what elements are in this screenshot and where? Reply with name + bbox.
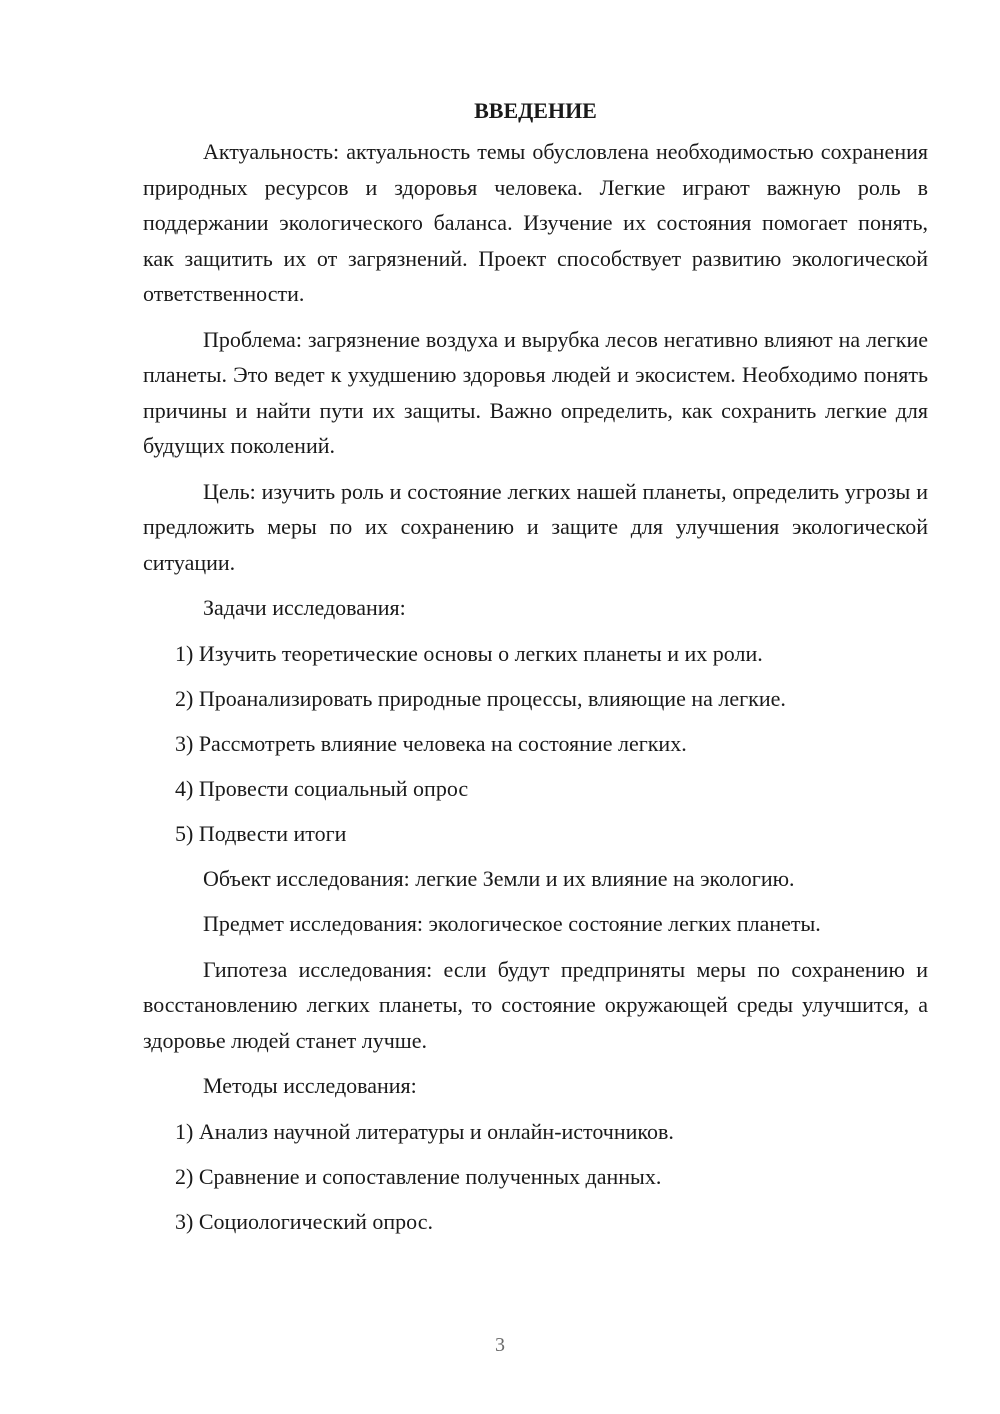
- tasks-heading: Задачи исследования:: [203, 595, 406, 620]
- page-number: 3: [495, 1334, 505, 1356]
- list-item: 5) Подвести итоги: [175, 820, 347, 846]
- tasks-list: [143, 636, 928, 852]
- page-content: [143, 96, 928, 1249]
- list-item: 3) Социологический опрос.: [175, 1208, 433, 1234]
- problem-paragraph: Проблема: загрязнение воздуха и вырубка лесов негативно влияют на легкие планеты. Это ведет к ухудшению здоровья людей и экосистем. Необходимо понять причины и найти пути их защиты. Важно определить, как сохранить легкие для будущих поколений.: [143, 326, 928, 458]
- methods-list: [143, 1114, 928, 1240]
- list-item: 1) Анализ научной литературы и онлайн-источников.: [175, 1118, 674, 1144]
- list-item: 1) Изучить теоретические основы о легких планеты и их роли.: [175, 640, 763, 666]
- section-title: ВВЕДЕНИЕ: [474, 98, 597, 123]
- hypothesis-paragraph: Гипотеза исследования: если будут предприняты меры по сохранению и восстановлению легких планеты, то состояние окружающей среды улучшится, а здоровье людей станет лучше.: [143, 956, 928, 1053]
- list-item: 3) Рассмотреть влияние человека на состояние легких.: [175, 730, 687, 756]
- subject-paragraph: Предмет исследования: экологическое состояние легких планеты.: [203, 911, 821, 936]
- list-item: 2) Проанализировать природные процессы, влияющие на легкие.: [175, 685, 786, 711]
- goal-paragraph: Цель: изучить роль и состояние легких нашей планеты, определить угрозы и предложить меры по их сохранению и защите для улучшения экологической ситуации.: [143, 478, 928, 575]
- list-item: 4) Провести социальный опрос: [175, 775, 469, 801]
- object-paragraph: Объект исследования: легкие Земли и их влияние на экологию.: [203, 865, 795, 891]
- methods-heading: Методы исследования:: [203, 1073, 417, 1098]
- relevance-paragraph: Актуальность: актуальность темы обусловлена необходимостью сохранения природных ресурсов и здоровья человека. Легкие играют важную роль в поддержании экологического баланса. Изучение их состояния помогает понять, как защитить их от загрязнений. Проект способствует развитию экологической ответственности.: [143, 139, 928, 306]
- list-item: 2) Сравнение и сопоставление полученных данных.: [175, 1163, 662, 1189]
